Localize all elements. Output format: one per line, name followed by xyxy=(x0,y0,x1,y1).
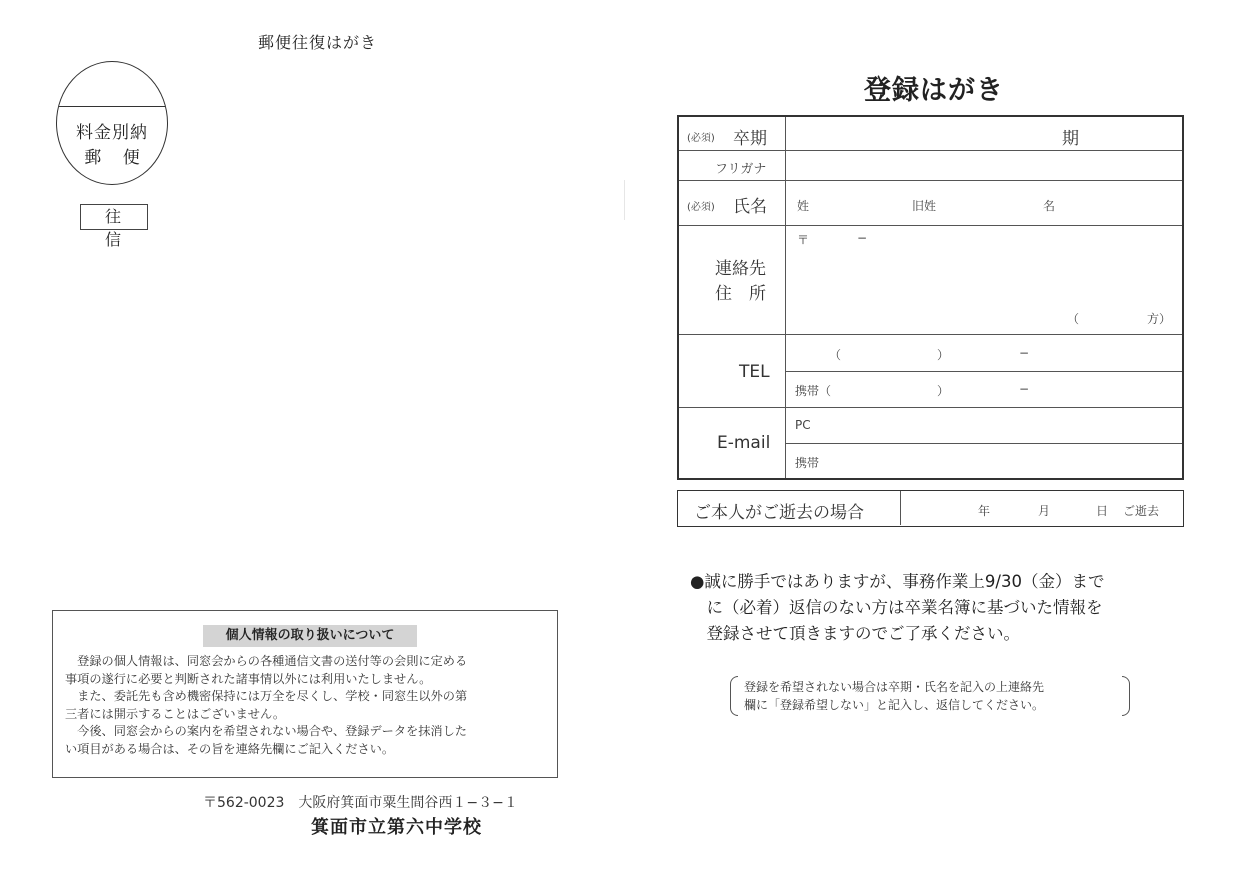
privacy-line: また、委託先も含め機密保持には万全を尽くし、学校・同窓生以外の第 xyxy=(65,689,468,703)
row-divider xyxy=(679,407,1182,408)
tel-paren-open: （ xyxy=(829,348,842,362)
address-field[interactable] xyxy=(787,227,1181,333)
mobile-tel-label: 携帯（ xyxy=(795,384,832,398)
privacy-line: い項目がある場合は、その旨を連絡先欄にご記入ください。 xyxy=(65,741,395,756)
row-divider xyxy=(679,225,1182,226)
row-divider xyxy=(679,180,1182,181)
tel-label: TEL xyxy=(739,362,770,382)
care-of-open: （ xyxy=(1067,312,1080,326)
furigana-field[interactable] xyxy=(787,152,1181,179)
privacy-text xyxy=(65,653,549,758)
postal-mark: 〒 xyxy=(797,233,810,247)
required-mark: (必須) xyxy=(687,202,715,213)
opt-out-line: 登録を希望されない場合は卒期・氏名を記入の上連絡先 xyxy=(744,680,1045,694)
deceased-year: 年 xyxy=(978,504,991,518)
postage-paid-stamp xyxy=(56,61,168,185)
stamp-text-line2: 郵 便 xyxy=(84,148,148,168)
return-address: 〒562-0023 大阪府箕面市粟生間谷西１−３−１ xyxy=(203,795,518,811)
furigana-label: フリガナ xyxy=(715,162,767,177)
pc-email-label: PC xyxy=(795,418,811,432)
row-divider xyxy=(785,371,1182,372)
bracket-left xyxy=(730,676,738,716)
fold-line xyxy=(624,180,625,220)
school-name: 箕面市立第六中学校 xyxy=(311,817,482,838)
required-mark: (必須) xyxy=(687,133,715,144)
pc-email-field[interactable] xyxy=(787,409,1181,442)
tel-field[interactable] xyxy=(787,336,1181,370)
name-field[interactable] xyxy=(787,182,1181,224)
deceased-day: 日 xyxy=(1096,504,1109,518)
deadline-notice xyxy=(690,569,1104,647)
mobile-email-field[interactable] xyxy=(787,445,1181,477)
tel-paren-close: ） xyxy=(937,348,950,362)
email-label: E-mail xyxy=(717,433,771,453)
address-label-line2: 住 所 xyxy=(715,284,766,304)
mobile-paren-close: ） xyxy=(937,384,950,398)
opt-out-text xyxy=(744,678,1044,714)
deceased-label: ご本人がご逝去の場合 xyxy=(694,503,864,523)
grad-term-field[interactable] xyxy=(787,118,1057,148)
deceased-suffix: ご逝去 xyxy=(1123,504,1160,518)
label-divider xyxy=(785,117,786,478)
tel-dash: − xyxy=(1019,346,1030,360)
name-label: 氏名 xyxy=(733,197,767,217)
stamp-divider xyxy=(59,106,165,107)
address-label-line1: 連絡先 xyxy=(715,259,766,279)
deceased-month: 月 xyxy=(1038,504,1051,518)
notice-line: ●誠に勝手ではありますが、事務作業上9/30（金）まで xyxy=(690,572,1105,591)
privacy-line: 三者には開示することはございません。 xyxy=(65,706,286,721)
grad-term-label: 卒期 xyxy=(733,129,767,149)
registration-form xyxy=(677,115,1184,480)
privacy-line: 登録の個人情報は、同窓会からの各種通信文書の送付等の会則に定める xyxy=(65,654,468,668)
notice-line: に（必着）返信のない方は卒業名簿に基づいた情報を xyxy=(690,598,1103,617)
given-name-label: 名 xyxy=(1043,199,1056,213)
deceased-divider xyxy=(900,491,901,525)
surname-label: 姓 xyxy=(797,199,810,213)
notice-line: 登録させて頂きますのでご了承ください。 xyxy=(690,624,1020,643)
privacy-line: 事項の遂行に必要と判断された諸事情以外には利用いたしません。 xyxy=(65,671,432,686)
row-divider xyxy=(679,334,1182,335)
opt-out-line: 欄に「登録希望しない」と記入し、返信してください。 xyxy=(744,698,1045,712)
privacy-title: 個人情報の取り扱いについて xyxy=(203,625,417,647)
postal-dash: − xyxy=(857,231,868,245)
bracket-right xyxy=(1122,676,1130,716)
row-divider xyxy=(679,150,1182,151)
privacy-line: 今後、同窓会からの案内を希望されない場合や、登録データを抹消した xyxy=(65,724,467,738)
deceased-row xyxy=(677,490,1184,527)
mobile-email-label: 携帯 xyxy=(795,456,820,470)
card-title: 郵便往復はがき xyxy=(258,33,378,52)
mobile-dash: − xyxy=(1019,382,1030,396)
outgoing-label: 往 信 xyxy=(80,204,148,230)
registration-title: 登録はがき xyxy=(864,75,1004,106)
opt-out-note xyxy=(730,676,1130,718)
former-surname-label: 旧姓 xyxy=(912,199,937,213)
privacy-policy-box xyxy=(52,610,558,778)
stamp-text-line1: 料金別納 xyxy=(76,123,148,143)
grad-term-unit: 期 xyxy=(1062,129,1079,149)
deceased-date-field[interactable] xyxy=(902,492,1180,524)
row-divider xyxy=(785,443,1182,444)
care-of-close: 方） xyxy=(1147,312,1172,326)
mobile-tel-field[interactable] xyxy=(787,373,1181,406)
